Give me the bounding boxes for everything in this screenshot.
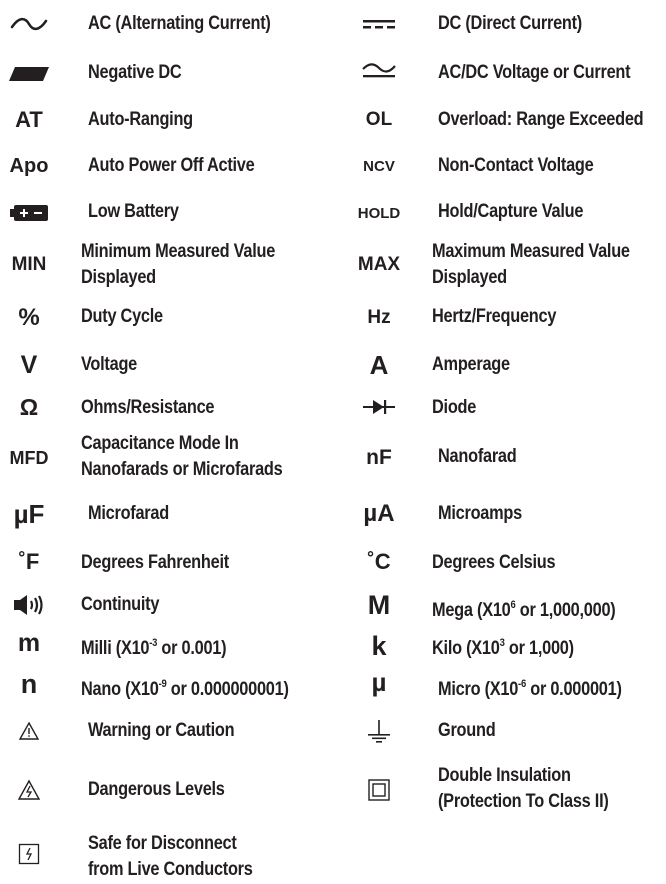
hold-symbol: HOLD	[357, 204, 401, 222]
dc-symbol-icon	[350, 10, 408, 38]
apo-label: Auto Power Off Active	[88, 155, 255, 176]
nano-label: Nano ($X10^{-9}$ or 0.000000001)	[81, 678, 289, 700]
safe-disconnect-icon	[0, 840, 58, 868]
low-battery-label: Low Battery	[88, 201, 179, 222]
ground-label: Ground	[438, 720, 496, 741]
dangerous-levels-label: Dangerous Levels	[88, 779, 225, 800]
ncv-symbol: NCV	[363, 157, 395, 175]
auto-ranging-label: Auto-Ranging	[88, 109, 193, 130]
apo-symbol: Apo	[9, 154, 49, 177]
amp-symbol: A	[369, 349, 389, 380]
safe-disconnect-label-line2: from Live Conductors	[88, 859, 253, 880]
diode-icon	[350, 393, 408, 421]
hold-label: Hold/Capture Value	[438, 201, 584, 222]
negative-dc-label: Negative DC	[88, 62, 182, 83]
volt-symbol: V	[20, 350, 38, 379]
nano-symbol: n	[20, 668, 38, 699]
min-label-line2: Displayed	[81, 267, 156, 288]
ncv-label: Non-Contact Voltage	[438, 155, 594, 176]
ohm-symbol: Ω	[19, 393, 39, 420]
auto-ranging-symbol: AT	[15, 107, 43, 132]
amperage-label: Amperage	[432, 354, 510, 375]
max-label-line1: Maximum Measured Value	[432, 241, 630, 262]
celsius-label: Degrees Celsius	[432, 552, 556, 573]
continuity-speaker-icon	[0, 591, 58, 619]
warning-triangle-icon	[0, 717, 58, 745]
nanofarad-label: Nanofarad	[438, 446, 517, 467]
double-insulation-label-line2: (Protection To Class II)	[438, 791, 609, 812]
ground-icon	[350, 717, 408, 745]
duty-cycle-label: Duty Cycle	[81, 306, 163, 327]
min-symbol: MIN	[11, 254, 47, 275]
milli-symbol: m	[17, 628, 41, 657]
negative-dc-icon	[0, 60, 58, 88]
mega-symbol: M	[367, 589, 391, 620]
microfarad-symbol: µF	[13, 498, 45, 529]
fahrenheit-label: Degrees Fahrenheit	[81, 552, 229, 573]
low-battery-icon	[0, 199, 58, 227]
kilo-symbol: k	[371, 630, 387, 661]
double-insulation-icon	[350, 776, 408, 804]
nanofarad-symbol: nF	[366, 446, 392, 469]
acdc-label: AC/DC Voltage or Current	[438, 62, 631, 83]
voltage-label: Voltage	[81, 354, 138, 375]
dc-label: DC (Direct Current)	[438, 13, 582, 34]
ac-tilde-icon	[0, 10, 58, 38]
hz-symbol: Hz	[367, 307, 391, 328]
hertz-label: Hertz/Frequency	[432, 306, 557, 327]
percent-symbol: %	[18, 304, 40, 331]
overload-symbol: OL	[365, 109, 393, 130]
mfd-symbol: MFD	[9, 447, 49, 468]
celsius-symbol: ˚C	[367, 549, 391, 574]
mega-label: Mega ($X10^6$ or 1,000,000)	[432, 599, 616, 621]
micro-label: Micro ($X10^{-6}$ or 0.000001)	[438, 678, 622, 700]
max-symbol: MAX	[357, 254, 401, 275]
max-label-line2: Displayed	[432, 267, 507, 288]
fahrenheit-symbol: ˚F	[18, 549, 40, 574]
diode-label: Diode	[432, 397, 477, 418]
micro-symbol: µ	[371, 666, 387, 697]
min-label-line1: Minimum Measured Value	[81, 241, 276, 262]
ohms-label: Ohms/Resistance	[81, 397, 215, 418]
warning-label: Warning or Caution	[88, 720, 235, 741]
dangerous-levels-icon	[0, 776, 58, 804]
capacitance-label-line2: Nanofarads or Microfarads	[81, 459, 283, 480]
microamp-symbol: µA	[363, 500, 395, 527]
microamps-label: Microamps	[438, 503, 522, 524]
kilo-label: Kilo ($X10^3$ or 1,000)	[432, 637, 574, 659]
ac-label: AC (Alternating Current)	[88, 13, 271, 34]
milli-label: Milli ($X10^{-3}$ or 0.001)	[81, 637, 227, 659]
microfarad-label: Microfarad	[88, 503, 169, 524]
double-insulation-label-line1: Double Insulation	[438, 765, 571, 786]
continuity-label: Continuity	[81, 594, 160, 615]
overload-label: Overload: Range Exceeded	[438, 109, 644, 130]
safe-disconnect-label-line1: Safe for Disconnect	[88, 833, 237, 854]
acdc-symbol-icon	[350, 57, 408, 85]
capacitance-label-line1: Capacitance Mode In	[81, 433, 239, 454]
